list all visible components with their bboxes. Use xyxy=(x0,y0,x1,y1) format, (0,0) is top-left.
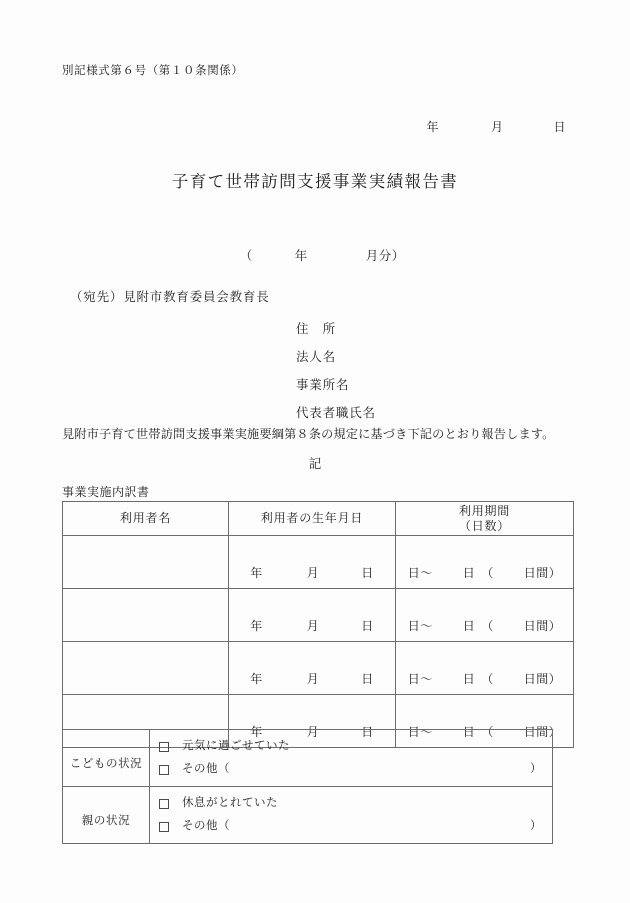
status-table xyxy=(62,729,553,844)
cell-birthdate[interactable] xyxy=(229,642,396,695)
date-year-label: 年 xyxy=(426,120,439,134)
status-option-paren-close: ） xyxy=(530,763,542,775)
birth-day-label: 日 xyxy=(361,725,374,739)
status-row xyxy=(63,730,553,787)
term-day-to: 日 xyxy=(462,566,476,580)
cell-usage-term[interactable] xyxy=(396,589,574,642)
form-number: 別記様式第６号（第１０条関係） xyxy=(62,65,244,77)
applicant-field-corporation-name: 法人名 xyxy=(296,350,336,364)
date-day-label: 日 xyxy=(553,120,566,134)
term-day-to: 日 xyxy=(462,672,476,686)
addressee-line: （宛先）見附市教育委員会教育長 xyxy=(70,290,270,304)
cell-birthdate[interactable] xyxy=(229,589,396,642)
term-day-to: 日 xyxy=(462,725,476,739)
statement-paragraph: 見附市子育て世帯訪問支援事業実施要綱第８条の規定に基づき下記のとおり報告します。 xyxy=(62,427,555,441)
term-days-count: 日間） xyxy=(523,566,562,580)
term-paren-open: （ xyxy=(481,672,494,686)
birth-month-label: 月 xyxy=(306,619,320,633)
cell-usage-term[interactable] xyxy=(396,536,574,589)
checkbox-icon[interactable] xyxy=(159,822,169,832)
term-days-count: 日間） xyxy=(523,725,562,739)
applicant-field-address: 住 所 xyxy=(296,322,336,336)
status-option-label: その他（ xyxy=(182,820,230,832)
birth-year-label: 年 xyxy=(250,672,263,686)
period-month-label: 月分） xyxy=(365,249,405,263)
term-paren-open: （ xyxy=(481,566,494,580)
status-options xyxy=(150,787,553,844)
date-month-label: 月 xyxy=(490,120,504,134)
kiji-marker: 記 xyxy=(308,457,322,471)
status-option[interactable] xyxy=(150,792,552,815)
column-header-birthdate: 利用者の生年月日 xyxy=(229,502,396,536)
birth-day-label: 日 xyxy=(361,619,374,633)
usage-term-line2: （日数） xyxy=(458,518,511,533)
period-open-paren: （ xyxy=(239,249,253,263)
term-paren-open: （ xyxy=(481,725,494,739)
term-day-from: 日～ xyxy=(407,725,433,739)
term-days-count: 日間） xyxy=(523,672,562,686)
checkbox-icon[interactable] xyxy=(159,799,169,809)
cell-birthdate[interactable] xyxy=(229,536,396,589)
table-row xyxy=(63,589,574,642)
term-day-to: 日 xyxy=(462,619,476,633)
usage-term-line1: 利用期間 xyxy=(458,503,511,518)
cell-usage-term[interactable] xyxy=(396,642,574,695)
column-header-usage-term xyxy=(396,502,574,536)
checkbox-icon[interactable] xyxy=(159,765,169,775)
term-day-from: 日～ xyxy=(407,672,433,686)
table-row xyxy=(63,536,574,589)
birth-month-label: 月 xyxy=(306,672,320,686)
page-title: 子育て世帯訪問支援事業実績報告書 xyxy=(171,172,459,191)
status-option-label: その他（ xyxy=(182,763,230,775)
birth-month-label: 月 xyxy=(306,566,320,580)
birth-year-label: 年 xyxy=(250,725,263,739)
birth-month-label: 月 xyxy=(306,725,320,739)
status-row xyxy=(63,787,553,844)
cell-user-name[interactable] xyxy=(63,642,229,695)
term-days-count: 日間） xyxy=(523,619,562,633)
cell-user-name[interactable] xyxy=(63,536,229,589)
birth-day-label: 日 xyxy=(361,566,374,580)
status-options xyxy=(150,730,553,787)
status-option[interactable] xyxy=(150,815,552,838)
applicant-fields xyxy=(296,315,376,427)
status-option-label: 元気に過ごせていた xyxy=(182,740,290,752)
term-day-from: 日～ xyxy=(407,566,433,580)
table-row xyxy=(63,642,574,695)
term-paren-open: （ xyxy=(481,619,494,633)
checkbox-icon[interactable] xyxy=(159,742,169,752)
applicant-field-representative-name: 代表者職氏名 xyxy=(296,406,376,420)
usage-breakdown-table xyxy=(62,501,574,748)
status-row-label: 親の状況 xyxy=(63,787,150,844)
status-option-paren-close: ） xyxy=(530,820,542,832)
report-period-line xyxy=(0,231,630,279)
birth-year-label: 年 xyxy=(250,566,263,580)
table-caption: 事業実施内訳書 xyxy=(62,485,150,499)
applicant-field-office-name: 事業所名 xyxy=(296,378,350,392)
birth-day-label: 日 xyxy=(361,672,374,686)
cell-user-name[interactable] xyxy=(63,589,229,642)
status-option[interactable] xyxy=(150,758,552,781)
table-header-row xyxy=(63,502,574,536)
period-year-label: 年 xyxy=(294,249,308,263)
birth-year-label: 年 xyxy=(250,619,263,633)
status-option[interactable] xyxy=(150,735,552,758)
status-option-label: 休息がとれていた xyxy=(182,797,278,809)
date-line xyxy=(62,118,572,135)
status-row-label: こどもの状況 xyxy=(63,730,150,787)
term-day-from: 日～ xyxy=(407,619,433,633)
column-header-user-name: 利用者名 xyxy=(63,502,229,536)
